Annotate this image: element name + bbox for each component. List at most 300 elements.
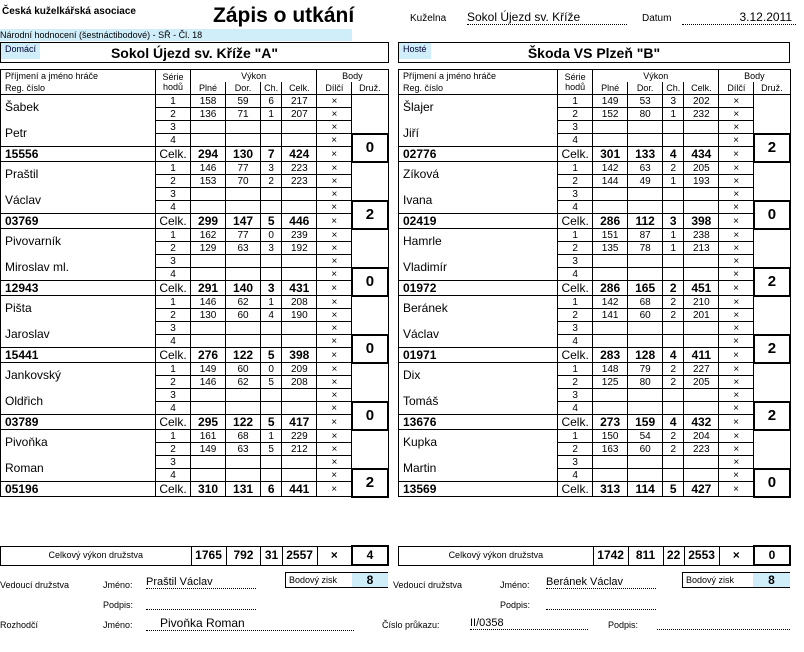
player-points: 2	[754, 268, 790, 296]
total-label: Celk.	[558, 415, 593, 430]
player-surname: Praštil	[1, 162, 156, 188]
col-reg-no: Reg. číslo	[1, 82, 156, 95]
partial-point-mark: ×	[719, 430, 754, 443]
series-plne	[593, 456, 628, 469]
team-point-blank	[352, 363, 388, 402]
col-performance: Výkon	[593, 70, 719, 83]
player-points: 2	[352, 201, 388, 229]
venue-label: Kuželna	[410, 13, 447, 24]
column-subheader-row	[399, 82, 791, 95]
series-plne	[593, 121, 628, 134]
total-ch: 2	[663, 281, 684, 296]
total-label: Celk.	[558, 281, 593, 296]
series-dor: 60	[628, 443, 663, 456]
series-ch: 1	[261, 108, 282, 121]
total-celk: 446	[282, 214, 317, 229]
col-plne: Plné	[593, 82, 628, 95]
series-plne: 163	[593, 443, 628, 456]
player-reg-number: 01972	[399, 281, 558, 296]
team-point-blank	[754, 296, 790, 335]
series-ch	[261, 456, 282, 469]
series-celk	[684, 134, 719, 147]
series-dor	[628, 201, 663, 214]
partial-point-mark: ×	[317, 456, 352, 469]
series-celk: 202	[684, 95, 719, 108]
series-row	[399, 389, 791, 402]
series-ch: 2	[663, 376, 684, 389]
series-celk: 207	[282, 108, 317, 121]
player-points: 2	[754, 402, 790, 430]
series-row	[399, 363, 791, 376]
series-row	[399, 229, 791, 242]
col-series	[558, 70, 593, 95]
col-reg-no: Reg. číslo	[399, 82, 558, 95]
partial-point-mark: ×	[317, 188, 352, 201]
total-celk: 427	[684, 482, 719, 497]
guest-gain-value: 8	[753, 573, 790, 587]
series-plne	[593, 201, 628, 214]
series-row	[1, 229, 389, 242]
series-ch	[663, 255, 684, 268]
series-number: 2	[155, 376, 190, 389]
series-celk	[282, 402, 317, 415]
total-label: Celk.	[558, 482, 593, 497]
guest-team-header	[398, 42, 790, 63]
partial-point-mark: ×	[719, 242, 754, 255]
player-total-row	[399, 415, 791, 430]
total-ch: 5	[663, 482, 684, 497]
series-dor	[226, 134, 261, 147]
partial-point-mark: ×	[719, 335, 754, 348]
home-gain-label: Bodový zisk	[289, 575, 338, 585]
series-ch: 3	[261, 242, 282, 255]
series-number: 4	[558, 335, 593, 348]
total-label: Celk.	[558, 348, 593, 363]
total-dor: 112	[628, 214, 663, 229]
series-plne	[191, 469, 226, 482]
partial-point-mark: ×	[317, 482, 352, 497]
player-total-row	[1, 281, 389, 296]
team-total-ch: 31	[261, 546, 282, 565]
series-plne: 162	[191, 229, 226, 242]
player-first-name: Václav	[1, 188, 156, 214]
series-dor	[628, 188, 663, 201]
series-ch	[663, 469, 684, 482]
series-dor: 71	[226, 108, 261, 121]
series-celk: 239	[282, 229, 317, 242]
player-reg-number: 13676	[399, 415, 558, 430]
team-point-blank	[754, 229, 790, 268]
series-plne: 148	[593, 363, 628, 376]
guest-role-label: Hosté	[399, 43, 431, 59]
series-celk	[684, 469, 719, 482]
series-dor: 62	[226, 296, 261, 309]
player-reg-number: 15556	[1, 147, 156, 162]
player-total-row	[399, 281, 791, 296]
series-dor	[226, 121, 261, 134]
series-celk: 190	[282, 309, 317, 322]
series-plne: 136	[191, 108, 226, 121]
col-druz: Druž.	[754, 82, 790, 95]
guest-score-table	[398, 69, 791, 498]
series-ch	[663, 134, 684, 147]
guest-signature-label: Podpis:	[500, 600, 531, 610]
total-ch: 5	[261, 348, 282, 363]
series-celk: 212	[282, 443, 317, 456]
series-ch	[663, 456, 684, 469]
team-total-dor: 811	[628, 546, 663, 565]
series-dor	[628, 121, 663, 134]
referee-name-field[interactable]: Pivoňka Roman	[146, 616, 354, 631]
player-total-row	[1, 214, 389, 229]
series-dor: 63	[226, 443, 261, 456]
referee-signature-field[interactable]	[657, 619, 790, 630]
guest-signature-field[interactable]	[546, 599, 656, 610]
total-ch: 3	[663, 214, 684, 229]
player-reg-number: 01971	[399, 348, 558, 363]
series-ch: 0	[261, 229, 282, 242]
series-plne: 146	[191, 162, 226, 175]
team-point-blank	[352, 229, 388, 268]
partial-point-mark: ×	[317, 443, 352, 456]
date-field[interactable]: 3.12.2011	[682, 10, 796, 25]
series-ch: 2	[663, 363, 684, 376]
series-plne: 144	[593, 175, 628, 188]
series-plne: 153	[191, 175, 226, 188]
series-number: 3	[558, 456, 593, 469]
series-row	[1, 363, 389, 376]
series-row	[1, 389, 389, 402]
partial-point-mark: ×	[317, 175, 352, 188]
player-reg-number: 12943	[1, 281, 156, 296]
player-points: 0	[754, 469, 790, 497]
player-reg-number: 05196	[1, 482, 156, 497]
partial-point-mark: ×	[719, 482, 754, 497]
total-plne: 310	[191, 482, 226, 497]
total-celk: 441	[282, 482, 317, 497]
series-dor: 87	[628, 229, 663, 242]
series-number: 3	[155, 389, 190, 402]
series-celk: 232	[684, 108, 719, 121]
guest-team-name: Škoda VS Plzeň "B"	[527, 45, 661, 61]
home-leader-name-field[interactable]: Praštil Václav	[146, 576, 256, 589]
partial-point-mark: ×	[719, 147, 754, 162]
partial-point-mark: ×	[719, 175, 754, 188]
series-ch: 4	[261, 309, 282, 322]
series-plne	[191, 255, 226, 268]
partial-point-mark: ×	[719, 201, 754, 214]
series-dor: 78	[628, 242, 663, 255]
player-reg-number: 13569	[399, 482, 558, 497]
player-surname: Zíková	[399, 162, 558, 188]
series-plne: 142	[593, 162, 628, 175]
series-ch	[261, 201, 282, 214]
series-row	[399, 188, 791, 201]
series-ch	[261, 322, 282, 335]
series-celk	[282, 134, 317, 147]
total-plne: 286	[593, 281, 628, 296]
series-row	[399, 95, 791, 108]
series-dor	[628, 255, 663, 268]
player-first-name: Jiří	[399, 121, 558, 147]
series-celk: 223	[282, 175, 317, 188]
series-celk	[684, 322, 719, 335]
series-row	[399, 430, 791, 443]
series-celk	[282, 268, 317, 281]
series-number: 1	[558, 162, 593, 175]
player-first-name: Jaroslav	[1, 322, 156, 348]
series-plne	[191, 121, 226, 134]
series-dor	[628, 134, 663, 147]
series-number: 1	[155, 229, 190, 242]
series-number: 3	[558, 188, 593, 201]
series-celk: 223	[282, 162, 317, 175]
guest-leader-name-field[interactable]: Beránek Václav	[546, 576, 656, 589]
partial-point-mark: ×	[719, 255, 754, 268]
series-celk	[282, 456, 317, 469]
series-dor	[226, 255, 261, 268]
total-plne: 291	[191, 281, 226, 296]
partial-point-mark: ×	[719, 363, 754, 376]
player-points: 0	[754, 201, 790, 229]
player-first-name: Tomáš	[399, 389, 558, 415]
series-dor: 60	[628, 309, 663, 322]
series-ch	[261, 335, 282, 348]
partial-point-mark: ×	[317, 162, 352, 175]
series-number: 3	[155, 188, 190, 201]
series-celk	[282, 121, 317, 134]
series-plne: 129	[191, 242, 226, 255]
series-dor: 80	[628, 108, 663, 121]
team-point-blank	[352, 162, 388, 201]
player-surname: Beránek	[399, 296, 558, 322]
series-row	[1, 95, 389, 108]
series-number: 2	[558, 242, 593, 255]
series-plne	[593, 402, 628, 415]
partial-point-mark: ×	[317, 147, 352, 162]
player-points: 2	[352, 469, 388, 497]
player-first-name: Vladimír	[399, 255, 558, 281]
player-first-name: Petr	[1, 121, 156, 147]
series-plne: 161	[191, 430, 226, 443]
col-dor: Dor.	[226, 82, 261, 95]
series-celk	[684, 268, 719, 281]
col-plne: Plné	[191, 82, 226, 95]
total-ch: 3	[261, 281, 282, 296]
series-number: 3	[558, 322, 593, 335]
player-total-row	[1, 482, 389, 497]
partial-point-mark: ×	[719, 469, 754, 482]
series-celk	[282, 389, 317, 402]
player-points: 0	[352, 134, 388, 162]
total-plne: 295	[191, 415, 226, 430]
series-plne	[191, 134, 226, 147]
home-signature-field[interactable]	[146, 599, 256, 610]
series-ch: 1	[663, 175, 684, 188]
partial-point-mark: ×	[719, 456, 754, 469]
col-series-line2: hodů	[565, 82, 586, 92]
series-number: 4	[558, 134, 593, 147]
series-plne	[191, 402, 226, 415]
series-plne: 142	[593, 296, 628, 309]
col-dilci: Dílčí	[317, 82, 352, 95]
player-total-row	[399, 348, 791, 363]
total-ch: 4	[663, 415, 684, 430]
col-series-line1: Série	[564, 72, 586, 82]
team-total-dor: 792	[226, 546, 261, 565]
series-row	[399, 456, 791, 469]
total-celk: 424	[282, 147, 317, 162]
team-total-celk: 2557	[282, 546, 317, 565]
series-ch: 3	[261, 162, 282, 175]
series-dor	[226, 469, 261, 482]
total-celk: 398	[282, 348, 317, 363]
series-ch	[663, 268, 684, 281]
series-number: 1	[155, 162, 190, 175]
series-celk	[684, 389, 719, 402]
total-ch: 6	[261, 482, 282, 497]
player-surname: Jankovský	[1, 363, 156, 389]
series-ch	[261, 469, 282, 482]
series-plne: 141	[593, 309, 628, 322]
total-plne: 301	[593, 147, 628, 162]
series-row	[399, 121, 791, 134]
player-reg-number: 15441	[1, 348, 156, 363]
partial-point-mark: ×	[719, 162, 754, 175]
series-number: 4	[155, 402, 190, 415]
player-total-row	[1, 348, 389, 363]
player-total-row	[399, 147, 791, 162]
team-total-points: 4	[352, 546, 388, 565]
series-ch	[261, 268, 282, 281]
series-celk: 201	[684, 309, 719, 322]
series-dor	[628, 268, 663, 281]
series-dor	[226, 389, 261, 402]
series-celk	[684, 335, 719, 348]
series-dor	[226, 188, 261, 201]
series-celk	[282, 201, 317, 214]
partial-point-mark: ×	[719, 443, 754, 456]
player-first-name: Ivana	[399, 188, 558, 214]
series-plne: 158	[191, 95, 226, 108]
series-plne	[593, 335, 628, 348]
series-plne	[593, 255, 628, 268]
series-ch	[261, 188, 282, 201]
team-total-points: 0	[754, 546, 790, 565]
series-number: 1	[155, 363, 190, 376]
association-name: Česká kuželkářská asociace	[2, 6, 136, 17]
partial-point-mark: ×	[719, 322, 754, 335]
series-ch	[663, 121, 684, 134]
col-ch: Ch.	[261, 82, 282, 95]
partial-point-mark: ×	[719, 402, 754, 415]
col-druz: Druž.	[352, 82, 388, 95]
series-ch: 2	[663, 443, 684, 456]
partial-point-mark: ×	[317, 322, 352, 335]
license-field[interactable]: II/0358	[470, 617, 588, 630]
series-dor: 60	[226, 363, 261, 376]
series-plne	[191, 268, 226, 281]
series-ch: 1	[663, 229, 684, 242]
home-name-label: Jméno:	[103, 580, 133, 590]
player-points: 2	[754, 335, 790, 363]
series-row	[1, 121, 389, 134]
player-surname: Šlajer	[399, 95, 558, 121]
team-total-label: Celkový výkon družstva	[399, 546, 594, 565]
total-plne: 276	[191, 348, 226, 363]
series-row	[1, 322, 389, 335]
series-dor: 60	[226, 309, 261, 322]
team-point-blank	[754, 95, 790, 134]
series-ch: 2	[663, 430, 684, 443]
series-celk: 223	[684, 443, 719, 456]
series-plne	[593, 268, 628, 281]
home-signature-label: Podpis:	[103, 600, 134, 610]
total-dor: 131	[226, 482, 261, 497]
series-celk	[684, 188, 719, 201]
series-dor: 49	[628, 175, 663, 188]
total-ch: 4	[663, 147, 684, 162]
series-number: 2	[558, 175, 593, 188]
series-celk: 192	[282, 242, 317, 255]
player-total-row	[399, 214, 791, 229]
series-celk	[684, 121, 719, 134]
col-points: Body	[317, 70, 388, 83]
series-celk	[282, 322, 317, 335]
series-dor: 68	[628, 296, 663, 309]
col-series-line2: hodů	[162, 82, 184, 92]
series-plne	[593, 389, 628, 402]
col-series	[155, 70, 190, 95]
series-plne: 130	[191, 309, 226, 322]
team-point-blank	[754, 162, 790, 201]
series-number: 4	[155, 201, 190, 214]
series-celk	[684, 402, 719, 415]
total-dor: 133	[628, 147, 663, 162]
partial-point-mark: ×	[317, 214, 352, 229]
series-row	[1, 430, 389, 443]
form-subtitle: Národní hodnocení (šestnáctibodové) - SŘ - Čl. 18	[0, 29, 352, 41]
series-ch	[663, 322, 684, 335]
total-label: Celk.	[155, 415, 190, 430]
series-plne: 151	[593, 229, 628, 242]
series-celk: 208	[282, 376, 317, 389]
series-number: 1	[558, 229, 593, 242]
series-ch: 2	[663, 309, 684, 322]
total-label: Celk.	[155, 348, 190, 363]
series-celk: 217	[282, 95, 317, 108]
col-player-name: Příjmení a jméno hráče	[1, 70, 156, 83]
series-celk: 227	[684, 363, 719, 376]
series-ch: 2	[663, 296, 684, 309]
total-dor: 122	[226, 415, 261, 430]
series-celk: 205	[684, 376, 719, 389]
series-ch	[663, 188, 684, 201]
col-player-name: Příjmení a jméno hráče	[399, 70, 558, 83]
player-reg-number: 02419	[399, 214, 558, 229]
series-row	[1, 188, 389, 201]
series-plne: 149	[593, 95, 628, 108]
player-surname: Šabek	[1, 95, 156, 121]
series-dor	[226, 268, 261, 281]
date-label: Datum	[642, 13, 672, 24]
total-label: Celk.	[155, 281, 190, 296]
series-celk: 229	[282, 430, 317, 443]
venue-field[interactable]: Sokol Újezd sv. Kříže	[467, 10, 627, 25]
series-number: 3	[558, 121, 593, 134]
series-number: 3	[558, 389, 593, 402]
player-first-name: Václav	[399, 322, 558, 348]
